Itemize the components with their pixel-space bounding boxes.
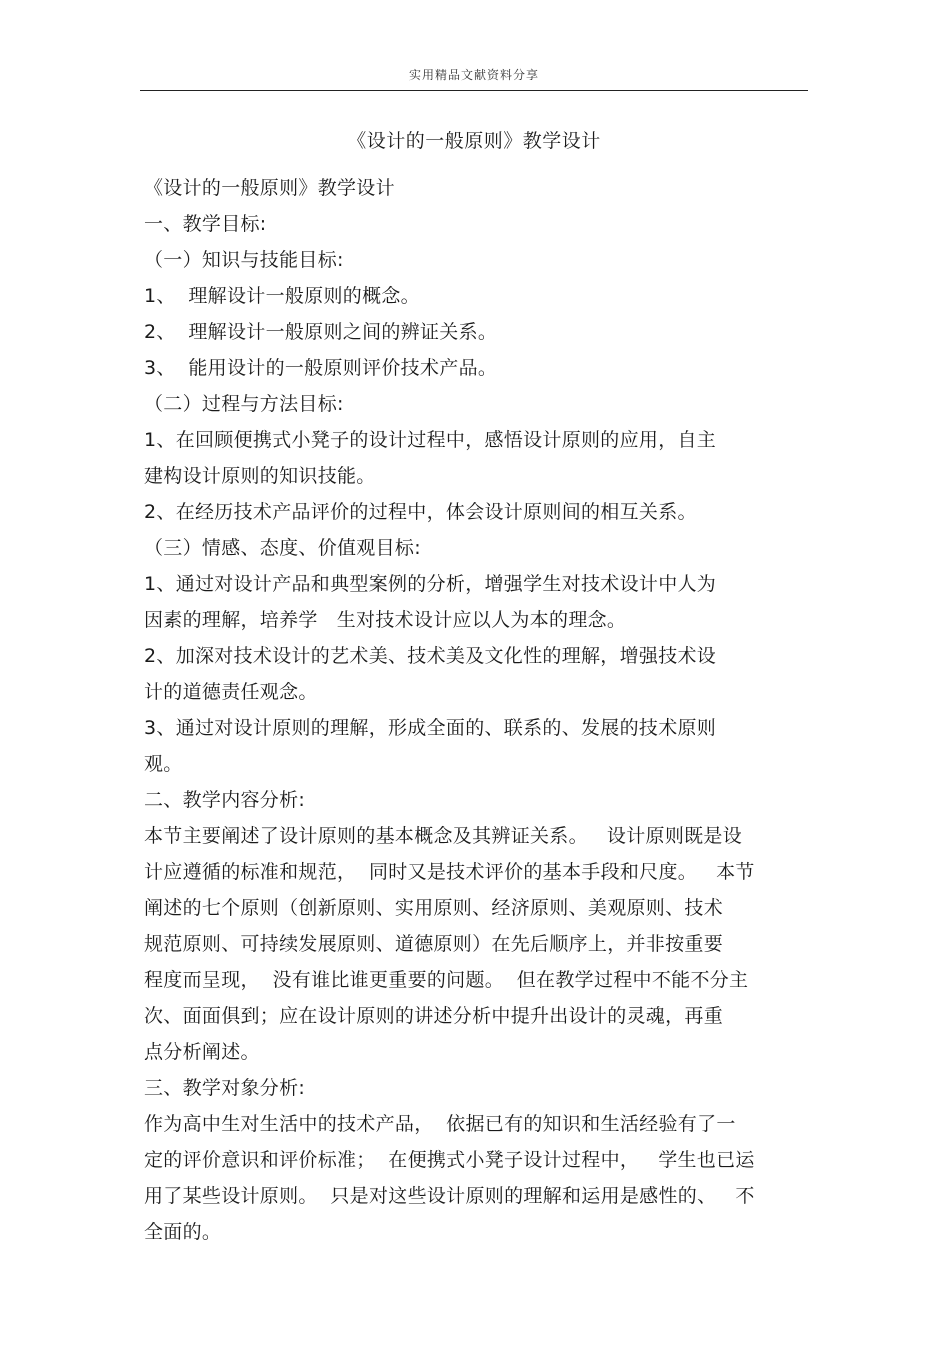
text-line: 程度而呈现， 没有谁比谁更重要的问题。 但在教学过程中不能不分主 [144,969,749,991]
text-line: 1、在回顾便携式小凳子的设计过程中，感悟设计原则的应用，自主 [144,429,717,451]
text-line: 定的评价意识和评价标准； 在便携式小凳子设计过程中， 学生也已运 [144,1149,755,1171]
document-title: 《设计的一般原则》教学设计 [347,130,601,152]
subsection-heading-emotion: （三）情感、态度、价值观目标: [144,537,421,559]
text-line: 规范原则、可持续发展原则、道德原则）在先后顺序上，并非按重要 [144,933,724,955]
section-heading-audience: 三、教学对象分析: [144,1077,306,1099]
body-heading: 《设计的一般原则》教学设计 [144,177,395,199]
page-header: 实用精品文献资料分享 [408,68,539,82]
section-heading-content: 二、教学内容分析: [144,789,306,811]
text-line: 2、在经历技术产品评价的过程中，体会设计原则间的相互关系。 [144,501,697,523]
text-line: 全面的。 [144,1221,222,1243]
text-line: 2、加深对技术设计的艺术美、技术美及文化性的理解，增强技术设 [144,645,717,667]
text-line: 3、通过对设计原则的理解，形成全面的、联系的、发展的技术原则 [144,717,717,739]
text-line: 1、通过对设计产品和典型案例的分析，增强学生对技术设计中人为 [144,573,717,595]
text-line: 计的道德责任观念。 [144,681,318,703]
text-line: 2、 理解设计一般原则之间的辨证关系。 [144,321,498,343]
text-line: 本节主要阐述了设计原则的基本概念及其辨证关系。 设计原则既是设 [144,825,743,847]
text-line: 用了某些设计原则。 只是对这些设计原则的理解和运用是感性的、 不 [144,1185,755,1207]
text-line: 3、 能用设计的一般原则评价技术产品。 [144,357,498,379]
subsection-heading-process: （二）过程与方法目标: [144,393,344,415]
text-line: 作为高中生对生活中的技术产品， 依据已有的知识和生活经验有了一 [144,1113,736,1135]
document-body [144,170,808,1250]
text-line: 观。 [144,753,183,775]
text-line: 点分析阐述。 [144,1041,260,1063]
subsection-heading-knowledge: （一）知识与技能目标: [144,249,344,271]
text-line: 计应遵循的标准和规范， 同时又是技术评价的基本手段和尺度。 本节 [144,861,755,883]
text-line: 次、面面俱到；应在设计原则的讲述分析中提升出设计的灵魂，再重 [144,1005,724,1027]
header-divider [140,90,808,91]
text-line: 1、 理解设计一般原则的概念。 [144,285,420,307]
text-line: 建构设计原则的知识技能。 [144,465,376,487]
text-line: 阐述的七个原则（创新原则、实用原则、经济原则、美观原则、技术 [144,897,724,919]
text-line: 因素的理解，培养学 生对技术设计应以人为本的理念。 [144,609,627,631]
section-heading-objectives: 一、教学目标: [144,213,267,235]
